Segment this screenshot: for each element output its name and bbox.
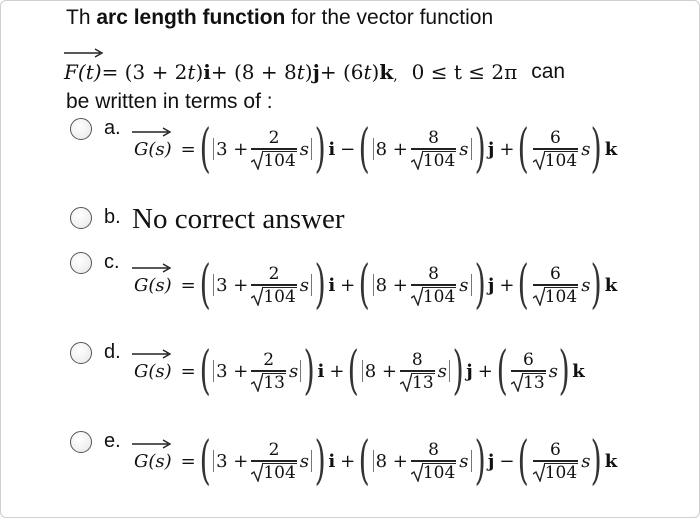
t-var: t (296, 60, 305, 84)
frac-2: $\frac{8}{104}$ (411, 264, 456, 306)
t-var: t (363, 60, 372, 84)
frac-1: $\frac{2}{13}$ (251, 350, 286, 392)
frac-3: $\frac{6}{104}$ (533, 264, 578, 306)
frac-1: $\frac{2}{104}$ (251, 128, 296, 170)
unit-i: i (203, 60, 211, 84)
unit-k: k (379, 60, 394, 84)
unit-j: j (466, 360, 473, 382)
question-line-1 (66, 6, 493, 30)
equals: = (180, 450, 196, 472)
unit-j: j (312, 60, 320, 84)
option-d-g-label: G(s) (134, 361, 172, 382)
const-2: 8 + (375, 450, 408, 472)
radio-option-a[interactable] (70, 118, 92, 140)
const-1: 3 + (216, 360, 249, 382)
s-var: s (581, 274, 591, 296)
option-c-formula[interactable]: G(s) = ( 3 + $\frac{2}{104}$ s ) i + ( 8 + $\frac{8}{104}$ s ) j + ( $\frac{6}{104}$ s ) k (134, 255, 618, 315)
unit-j: j (487, 450, 495, 472)
unit-j: j (487, 138, 495, 160)
const-2: 8 + (375, 138, 408, 160)
s-var: s (548, 360, 558, 382)
vector-arrow-icon (64, 48, 104, 58)
option-b-text[interactable]: No correct answer (132, 203, 345, 235)
vector-arrow-icon (132, 349, 172, 359)
vector-arrow-icon (132, 263, 172, 273)
s-var: s (459, 138, 469, 160)
frac-2: $\frac{8}{104}$ (411, 128, 456, 170)
operator-1: + (329, 360, 345, 382)
radio-option-b[interactable] (70, 207, 92, 229)
const-1: 3 + (216, 138, 249, 160)
question-text-can: can (531, 60, 566, 83)
vector-arrow-icon (132, 127, 172, 137)
option-e-formula[interactable]: G(s) = ( 3 + $\frac{2}{104}$ s ) i + ( 8 + $\frac{8}{104}$ s ) j − ( $\frac{6}{104}$ s ) k (134, 431, 618, 491)
s-var: s (437, 360, 447, 382)
s-var: s (581, 138, 591, 160)
func-close-3: ) (371, 60, 380, 84)
unit-i: i (317, 360, 325, 382)
radio-option-d[interactable] (70, 342, 92, 364)
question-text-bold: arc length function (96, 6, 286, 29)
unit-k: k (572, 360, 585, 382)
frac-2: $\frac{8}{13}$ (400, 350, 435, 392)
frac-3: $\frac{6}{13}$ (511, 350, 546, 392)
equals: = (180, 360, 196, 382)
question-text-start: Th (66, 6, 97, 29)
unit-j: j (487, 274, 495, 296)
question-text-end: for the vector function (285, 6, 494, 29)
const-2: 8 + (364, 360, 398, 382)
t-var: t (187, 60, 196, 84)
s-var: s (299, 450, 310, 472)
s-var: s (288, 360, 299, 382)
unit-i: i (328, 450, 336, 472)
parameter-range: 0 ≤ t ≤ 2π (411, 60, 518, 84)
operator-2: + (499, 274, 515, 296)
radio-option-c[interactable] (70, 252, 92, 274)
radio-option-e[interactable] (70, 431, 92, 453)
operator-2: − (499, 450, 515, 472)
option-c-g-label: G(s) (134, 275, 172, 296)
unit-i: i (328, 274, 336, 296)
unit-k: k (604, 138, 618, 160)
option-d-letter: d. (104, 341, 121, 363)
vector-F: F(t) (64, 60, 102, 84)
frac-1: $\frac{2}{104}$ (251, 264, 296, 306)
vector-function (64, 44, 565, 84)
func-part-2: + (8 + 8 (210, 60, 297, 84)
unit-i: i (328, 138, 336, 160)
const-2: 8 + (375, 274, 408, 296)
vector-arrow-icon (132, 439, 172, 449)
operator-2: + (477, 360, 493, 382)
separator: , (393, 68, 398, 84)
equals: = (180, 138, 196, 160)
s-var: s (581, 450, 591, 472)
func-close-1: ) (195, 60, 204, 84)
func-part-1: = (3 + 2 (101, 60, 188, 84)
const-1: 3 + (216, 274, 249, 296)
equals: = (180, 274, 196, 296)
option-a-formula[interactable]: G(s) = ( 3 + $\frac{2}{104}$ s ) i − ( 8 + $\frac{8}{104}$ s ) j + ( $\frac{6}{104}$ s ) k (134, 119, 618, 179)
paren-open: ( (199, 119, 211, 179)
operator-1: + (340, 274, 356, 296)
func-part-3: + (6 (319, 60, 364, 84)
func-close-2: ) (304, 60, 313, 84)
option-e-g-label: G(s) (134, 451, 172, 472)
frac-3: $\frac{6}{104}$ (533, 440, 578, 482)
question-line-3: be written in terms of : (66, 90, 273, 113)
s-var: s (459, 274, 469, 296)
option-c-letter: c. (104, 251, 120, 273)
unit-k: k (604, 274, 618, 296)
option-b-letter: b. (104, 206, 121, 228)
unit-k: k (604, 450, 618, 472)
operator-2: + (499, 138, 515, 160)
frac-1: $\frac{2}{104}$ (251, 440, 296, 482)
s-var: s (299, 274, 310, 296)
option-a-g-label: G(s) (134, 139, 172, 160)
operator-1: − (340, 138, 356, 160)
s-var: s (459, 450, 469, 472)
frac-2: $\frac{8}{104}$ (411, 440, 456, 482)
const-1: 3 + (216, 450, 249, 472)
s-var: s (299, 138, 310, 160)
frac-3: $\frac{6}{104}$ (533, 128, 578, 170)
option-e-letter: e. (104, 430, 121, 452)
option-a-letter: a. (104, 117, 121, 139)
option-d-formula[interactable]: G(s) = ( 3 + $\frac{2}{13}$ s ) i + ( 8 + $\frac{8}{13}$ s ) j + ( $\frac{6}{13}$ s ) k (134, 341, 585, 401)
operator-1: + (340, 450, 356, 472)
